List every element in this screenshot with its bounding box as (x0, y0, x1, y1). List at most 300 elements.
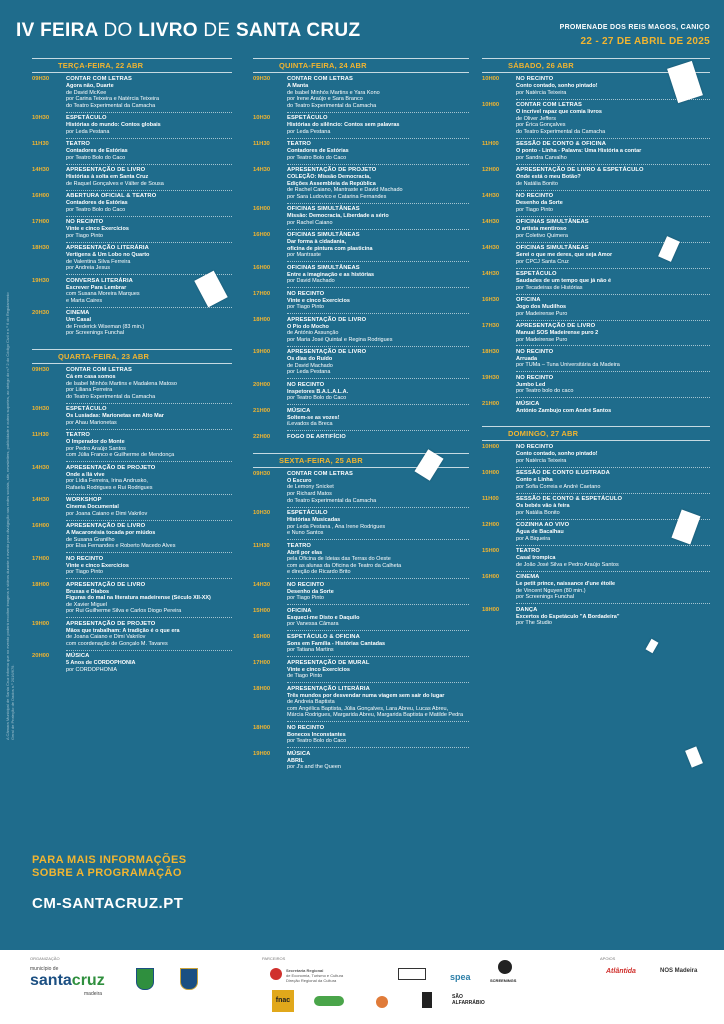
event-details (66, 582, 232, 615)
event-credit: por Lídia Ferreira, Irina Andrusko, (66, 478, 148, 485)
event-credit: de Isabel Minhós Martins e Yara Kono (287, 89, 380, 96)
event-title: Escrever Para Lembrar (66, 284, 127, 291)
event-time: 11H30 (32, 141, 49, 148)
event-title: Agora não, Duarte (66, 83, 114, 89)
event-row (253, 141, 469, 161)
event-type: ESPETÁCULO (66, 406, 107, 413)
event-divider (66, 650, 232, 651)
event-title: Esqueci-me Disto e Daquilo (287, 614, 360, 621)
event-time: 15H00 (253, 607, 271, 614)
event-details (516, 607, 710, 627)
event-row (32, 367, 232, 400)
event-time: 10H30 (32, 115, 50, 122)
event-divider (516, 603, 710, 604)
event-credit: por Sofia Correia e André Caetano (516, 483, 601, 490)
event-credit: por Leda Pestana (287, 369, 331, 376)
event-divider (516, 294, 710, 295)
event-time: 20H00 (32, 653, 50, 660)
event-divider (287, 747, 469, 748)
event-details (287, 543, 469, 576)
event-time: 09H30 (253, 470, 271, 477)
event-type: NO RECINTO (516, 374, 554, 381)
event-row (482, 401, 710, 415)
event-divider (66, 138, 232, 139)
event-type: CONTAR COM LETRAS (66, 76, 132, 82)
event-type: CONTAR COM LETRAS (287, 76, 353, 82)
event-details (287, 349, 469, 376)
event-credit: pela Oficina de Ideias das Terras do Oeste (287, 556, 391, 563)
event-row (32, 621, 232, 648)
event-time: 19H00 (253, 349, 271, 356)
event-row (482, 102, 710, 135)
organizer-region: madeira (84, 991, 103, 997)
event-type: TEATRO (66, 141, 90, 148)
logo-text: fnac (275, 997, 291, 1004)
event-divider (66, 242, 232, 243)
event-type: APRESENTAÇÃO DE PROJETO (66, 464, 156, 471)
event-time: 14H30 (32, 167, 50, 174)
event-time: 16H00 (253, 264, 271, 271)
event-divider (516, 345, 710, 346)
event-row (32, 115, 232, 135)
event-row (482, 349, 710, 369)
event-credit: por Tiago Pinto (287, 304, 324, 311)
event-credit: e Marta Caires (66, 297, 103, 304)
event-time: 21H00 (482, 400, 500, 407)
sao-alfarrabio-logo (452, 994, 485, 1006)
day-block (32, 349, 232, 674)
atlantida-logo: Atlântida (606, 968, 636, 975)
event-divider (516, 493, 710, 494)
event-credit: por Mantraste (287, 252, 321, 259)
event-credit: por CPCJ Santa Cruz (516, 258, 569, 265)
event-type: ESPETÁCULO (287, 509, 328, 516)
event-credit: por Tecadeiras de Histórias (516, 284, 583, 291)
event-credit: por The Studio (516, 620, 552, 627)
event-title: Bruxas e Diabos (66, 588, 110, 595)
event-row (253, 317, 469, 344)
event-title: Histórias do silêncio: Contos sem palavras (287, 122, 400, 129)
madeira-logo-icon (270, 968, 282, 980)
event-time: 17H00 (32, 219, 50, 226)
event-time: 20H30 (32, 310, 50, 317)
event-title: Vinte e cinco Exercícios (287, 666, 350, 673)
day-heading: QUARTA-FEIRA, 23 ABR (32, 349, 232, 364)
event-divider (66, 164, 232, 165)
event-credit: com Susana Moreira Marques (66, 291, 140, 298)
event-row (253, 686, 469, 719)
event-title: Contadores de Estórias (287, 148, 349, 155)
event-time: 18H30 (482, 348, 500, 355)
event-title: Manual SOS Madeirense puro 2 (516, 329, 599, 336)
event-credit: iLevados da Breca (287, 421, 333, 428)
event-title: O ponto - Linha - Palavra: Uma História a contar (516, 148, 642, 155)
event-row (253, 408, 469, 428)
event-type: NO RECINTO (516, 348, 554, 355)
event-type: SESSÃO DE CONTO & OFICINA (516, 141, 606, 148)
event-divider (516, 138, 710, 139)
event-credit: por Screenings Funchal (66, 330, 125, 337)
event-details (516, 167, 710, 187)
event-row (482, 167, 710, 187)
event-type: TEATRO (516, 548, 540, 555)
event-row (482, 496, 710, 516)
event-title: Figuras do mal na literatura madeirense (Século XII-XX) (66, 595, 211, 602)
event-credit: de António Assunção (287, 330, 339, 337)
event-time: 10H00 (482, 76, 500, 82)
event-credit: por Vanessa Câmara (287, 621, 339, 628)
event-divider (287, 313, 469, 314)
event-title: Arruada (516, 355, 538, 362)
day-heading: TERÇA-FEIRA, 22 ABR (32, 58, 232, 73)
event-time: 15H00 (482, 548, 500, 555)
event-row (253, 751, 469, 771)
event-credit: de Tiago Pinto (287, 673, 323, 680)
event-title: Excertos do Espetáculo "A Bordadeira" (516, 613, 620, 620)
event-time: 18H00 (253, 316, 271, 323)
event-details (516, 375, 710, 395)
event-divider (66, 190, 232, 191)
event-details (287, 510, 469, 537)
event-row (32, 653, 232, 673)
event-time: 18H00 (253, 724, 271, 731)
event-details (66, 523, 232, 550)
event-row (253, 471, 469, 504)
event-credit: de Natália Bonito (516, 180, 558, 187)
more-info-line: SOBRE A PROGRAMAÇÃO (32, 867, 182, 879)
event-credit: por A Biqueira (516, 535, 551, 542)
event-details (287, 434, 469, 441)
event-time: 16H30 (482, 296, 500, 303)
event-details (66, 219, 232, 239)
event-row (482, 219, 710, 239)
event-credit: por Rachel Caiano (287, 219, 333, 226)
event-divider (516, 190, 710, 191)
event-details (516, 444, 710, 464)
event-details (66, 76, 232, 109)
event-credit: por Tiago Pinto (66, 232, 103, 239)
event-row (32, 582, 232, 615)
event-credit: do Teatro Experimental da Camacha (66, 102, 156, 109)
event-row (32, 167, 232, 187)
event-credit: de Rachel Caiano, Mantraste e David Machado (287, 187, 403, 194)
event-details (287, 232, 469, 259)
event-divider (287, 507, 469, 508)
event-details (516, 401, 710, 415)
event-title: Conto e Linha (516, 477, 553, 484)
event-row (253, 608, 469, 628)
organizer-heading: ORGANIZAÇÃO (30, 956, 60, 961)
event-row (482, 271, 710, 291)
event-details (287, 291, 469, 311)
event-row (253, 725, 469, 745)
day-heading: SEXTA-FEIRA, 25 ABR (253, 453, 469, 468)
event-credit: de Xavier Miguel (66, 601, 107, 608)
event-time: 14H30 (482, 219, 500, 226)
event-time: 17H00 (32, 555, 50, 562)
event-row (482, 141, 710, 161)
event-title: Contadores de Estórias (66, 148, 128, 155)
event-time: 12H00 (482, 522, 500, 529)
event-type: MÚSICA (66, 653, 90, 660)
event-divider (287, 656, 469, 657)
coat-of-arms-icon (136, 968, 154, 990)
event-details (516, 548, 710, 568)
secretaria-logo (286, 968, 343, 983)
spea-logo: spea (450, 972, 471, 982)
event-divider (516, 545, 710, 546)
event-details (516, 219, 710, 239)
event-title: ABRIL (287, 757, 304, 764)
event-credit: por Andreia Jesus (66, 265, 111, 272)
event-credit: por Érica Gonçalves (516, 122, 566, 129)
website-link[interactable]: CM-SANTACRUZ.PT (32, 895, 184, 912)
event-type: SESSÃO DE CONTO & ESPETÁCULO (516, 496, 623, 503)
event-type: APRESENTAÇÃO DE LIVRO (66, 581, 146, 588)
event-title: Sons em Família - Histórias Cantadas (287, 640, 386, 647)
event-details (66, 245, 232, 272)
event-divider (516, 467, 710, 468)
event-credit: por Pedro Araújo Santos (66, 445, 126, 452)
santa-cruz-logo (30, 972, 105, 990)
event-credit: por Leda Pestana , Ana Irene Rodrigues (287, 523, 386, 530)
event-type: CINEMA (66, 310, 90, 317)
event-type: ABERTURA OFICIAL & TEATRO (66, 193, 157, 200)
event-title: A Macaronésia tocada por miúdos (66, 530, 156, 537)
event-time: 14H30 (482, 193, 500, 200)
event-credit: do Teatro Experimental da Camacha (287, 102, 377, 109)
event-time: 09H30 (32, 76, 50, 82)
event-divider (66, 552, 232, 553)
event-title: Jogo dos Mudilhos (516, 303, 567, 310)
event-divider (287, 682, 469, 683)
event-divider (66, 520, 232, 521)
event-credit: de João José Silva e Pedro Araújo Santos (516, 561, 619, 568)
event-divider (287, 346, 469, 347)
event-credit: e Nuno Santos (287, 530, 324, 537)
event-row (253, 76, 469, 109)
event-details (287, 265, 469, 285)
event-details (287, 686, 469, 719)
event-details (516, 102, 710, 135)
event-details (287, 408, 469, 428)
nos-madeira-logo: NOS Madeira (660, 968, 698, 974)
event-row (253, 582, 469, 602)
event-time: 19H00 (253, 750, 271, 757)
event-time: 16H00 (253, 633, 271, 640)
event-credit: por Teatro Bolo do Caco (287, 154, 347, 161)
event-divider (287, 630, 469, 631)
event-type: CONTAR COM LETRAS (287, 470, 353, 477)
event-details (287, 76, 469, 109)
event-details (516, 271, 710, 291)
event-row (253, 434, 469, 441)
event-details (516, 323, 710, 343)
event-row (32, 465, 232, 492)
event-divider (66, 429, 232, 430)
event-credit: por Tiago Pinto (287, 595, 324, 602)
event-credit: por Screenings Funchal (516, 594, 575, 601)
dates-label: 22 - 27 DE ABRIL DE 2025 (580, 36, 710, 47)
event-row (482, 375, 710, 395)
event-details (516, 349, 710, 369)
event-type: OFICINAS SIMULTÂNEAS (516, 245, 589, 251)
event-details (287, 141, 469, 161)
event-title: oficina de pintura com plasticina (287, 245, 373, 252)
program-column-3 (482, 58, 710, 627)
event-title: Abril por elas (287, 549, 323, 556)
event-row (482, 607, 710, 627)
event-divider (287, 378, 469, 379)
event-title: Edições Assembleia da República (287, 180, 376, 187)
event-credit: por Tiago Pinto (516, 206, 553, 213)
logo-text: SÃO (452, 994, 463, 1000)
event-credit: com as alunas da Oficina de Teatro da Calheta (287, 562, 402, 569)
event-type: APRESENTAÇÃO DE PROJETO (287, 167, 377, 174)
event-time: 16H00 (253, 206, 271, 213)
event-row (253, 349, 469, 376)
event-row (482, 193, 710, 213)
venue-label: PROMENADE DOS REIS MAGOS, CANIÇO (559, 24, 710, 31)
event-title: Desenho da Sorte (516, 200, 563, 207)
event-credit: por Maria José Quintal e Regina Rodrigues (287, 336, 393, 343)
event-title: Três mundos por desvendar numa viagem sem sair do lugar (287, 692, 445, 699)
event-title: Casal trompica (516, 555, 556, 562)
event-time: 11H30 (32, 432, 49, 439)
event-details (287, 751, 469, 771)
event-time: 18H30 (32, 245, 50, 251)
event-divider (287, 261, 469, 262)
event-details (66, 406, 232, 426)
event-title: Onde está o meu Botão? (516, 174, 581, 181)
event-credit: por David Machado (287, 278, 335, 285)
event-divider (287, 138, 469, 139)
event-details (66, 497, 232, 517)
event-row (32, 556, 232, 576)
event-row (32, 219, 232, 239)
event-time: 11H30 (253, 542, 270, 549)
event-details (66, 115, 232, 135)
event-title: Vinte e cinco Exercícios (287, 297, 350, 304)
event-type: FOGO DE ARTIFÍCIO (287, 433, 346, 440)
event-credit: de David Machado (287, 362, 333, 369)
event-row (253, 660, 469, 680)
event-divider (66, 403, 232, 404)
event-type: TEATRO (66, 432, 90, 439)
coat-of-arms-icon (180, 968, 198, 990)
event-time: 10H30 (253, 509, 271, 516)
screenings-logo: SCREENINGS (490, 978, 517, 983)
event-title: Os Lusíadas: Marionetas em Alto Mar (66, 413, 164, 420)
title-part: DE (203, 20, 231, 41)
event-row (482, 323, 710, 343)
event-time: 14H30 (253, 167, 271, 174)
event-title: Le petit prince, naissance d'une étoile (516, 581, 616, 588)
event-credit: por Leda Pestana (287, 128, 331, 135)
partner-logo-icon (314, 996, 344, 1006)
day-heading: QUINTA-FEIRA, 24 ABR (253, 58, 469, 73)
event-divider (66, 461, 232, 462)
event-type: MÚSICA (287, 750, 311, 757)
event-divider (287, 203, 469, 204)
event-credit: por Irene Araújo e Sara Branco (287, 96, 363, 103)
event-title: Vinte e cinco Exercícios (66, 226, 129, 233)
event-type: NO RECINTO (66, 555, 104, 562)
event-credit: por Tiago Pinto (66, 569, 103, 576)
fnac-logo (272, 990, 294, 1012)
logo-text: santa (30, 972, 72, 989)
event-divider (516, 571, 710, 572)
event-credit: por Teatro bolo do caco (516, 388, 574, 395)
event-details (516, 574, 710, 601)
event-divider (516, 268, 710, 269)
more-info-line: PARA MAIS INFORMAÇÕES (32, 854, 187, 866)
event-divider (287, 721, 469, 722)
event-details (516, 141, 710, 161)
event-credit: por Leda Pestana (66, 128, 110, 135)
event-type: ESPETÁCULO & OFICINA (287, 633, 360, 640)
event-time: 14H30 (482, 245, 500, 251)
event-title: 5 Anos de CORDOPHONIA (66, 660, 136, 667)
film-reel-icon (498, 960, 512, 974)
event-row (253, 543, 469, 576)
event-divider (287, 404, 469, 405)
event-title: Onde a Ilá vive (66, 471, 105, 478)
event-time: 11H30 (253, 141, 270, 148)
event-credit: de Raquel Gonçalves e Válter de Sousa (66, 180, 164, 187)
event-row (253, 167, 469, 200)
event-title: Um Casal (66, 317, 92, 324)
event-title: Histórias Musicadas (287, 516, 341, 523)
media-heading: APOIOS (600, 956, 616, 961)
event-type: TEATRO (287, 542, 311, 549)
event-type: WORKSHOP (66, 497, 102, 504)
event-time: 18H00 (482, 606, 500, 613)
event-details (66, 432, 232, 459)
event-row (32, 141, 232, 161)
event-type: OFICINAS SIMULTÂNEAS (287, 264, 360, 271)
event-details (66, 621, 232, 648)
event-type: ESPETÁCULO (287, 115, 328, 122)
event-details (287, 582, 469, 602)
event-divider (66, 216, 232, 217)
event-time: 16H00 (482, 574, 500, 581)
event-time: 18H00 (32, 581, 50, 588)
event-time: 11H00 (482, 141, 499, 148)
event-credit: com Júlia Franco e Guilherme de Mendonça (66, 452, 175, 459)
event-divider (516, 320, 710, 321)
event-type: NO RECINTO (66, 219, 104, 226)
event-type: NO RECINTO (287, 724, 325, 731)
sara-sanda-logo-icon (398, 968, 426, 980)
event-time: 18H00 (253, 685, 271, 692)
event-details (66, 653, 232, 673)
event-divider (516, 216, 710, 217)
event-type: CINEMA (516, 574, 540, 581)
event-row (253, 634, 469, 654)
event-title: Soltem-se as vozes! (287, 414, 340, 421)
event-details (66, 193, 232, 213)
event-credit: por Teatro Bolo do Caco (66, 154, 126, 161)
event-credit: por J's and the Queen (287, 764, 341, 771)
event-row (482, 297, 710, 317)
event-credit: de Frederick Wiseman (83 min.) (66, 323, 145, 330)
event-type: APRESENTAÇÃO DE LIVRO (66, 167, 146, 174)
event-details (287, 634, 469, 654)
logo-text: Secretaria Regional (286, 968, 324, 973)
event-credit: de Valentina Silva Ferreira (66, 258, 131, 265)
event-row (32, 523, 232, 550)
